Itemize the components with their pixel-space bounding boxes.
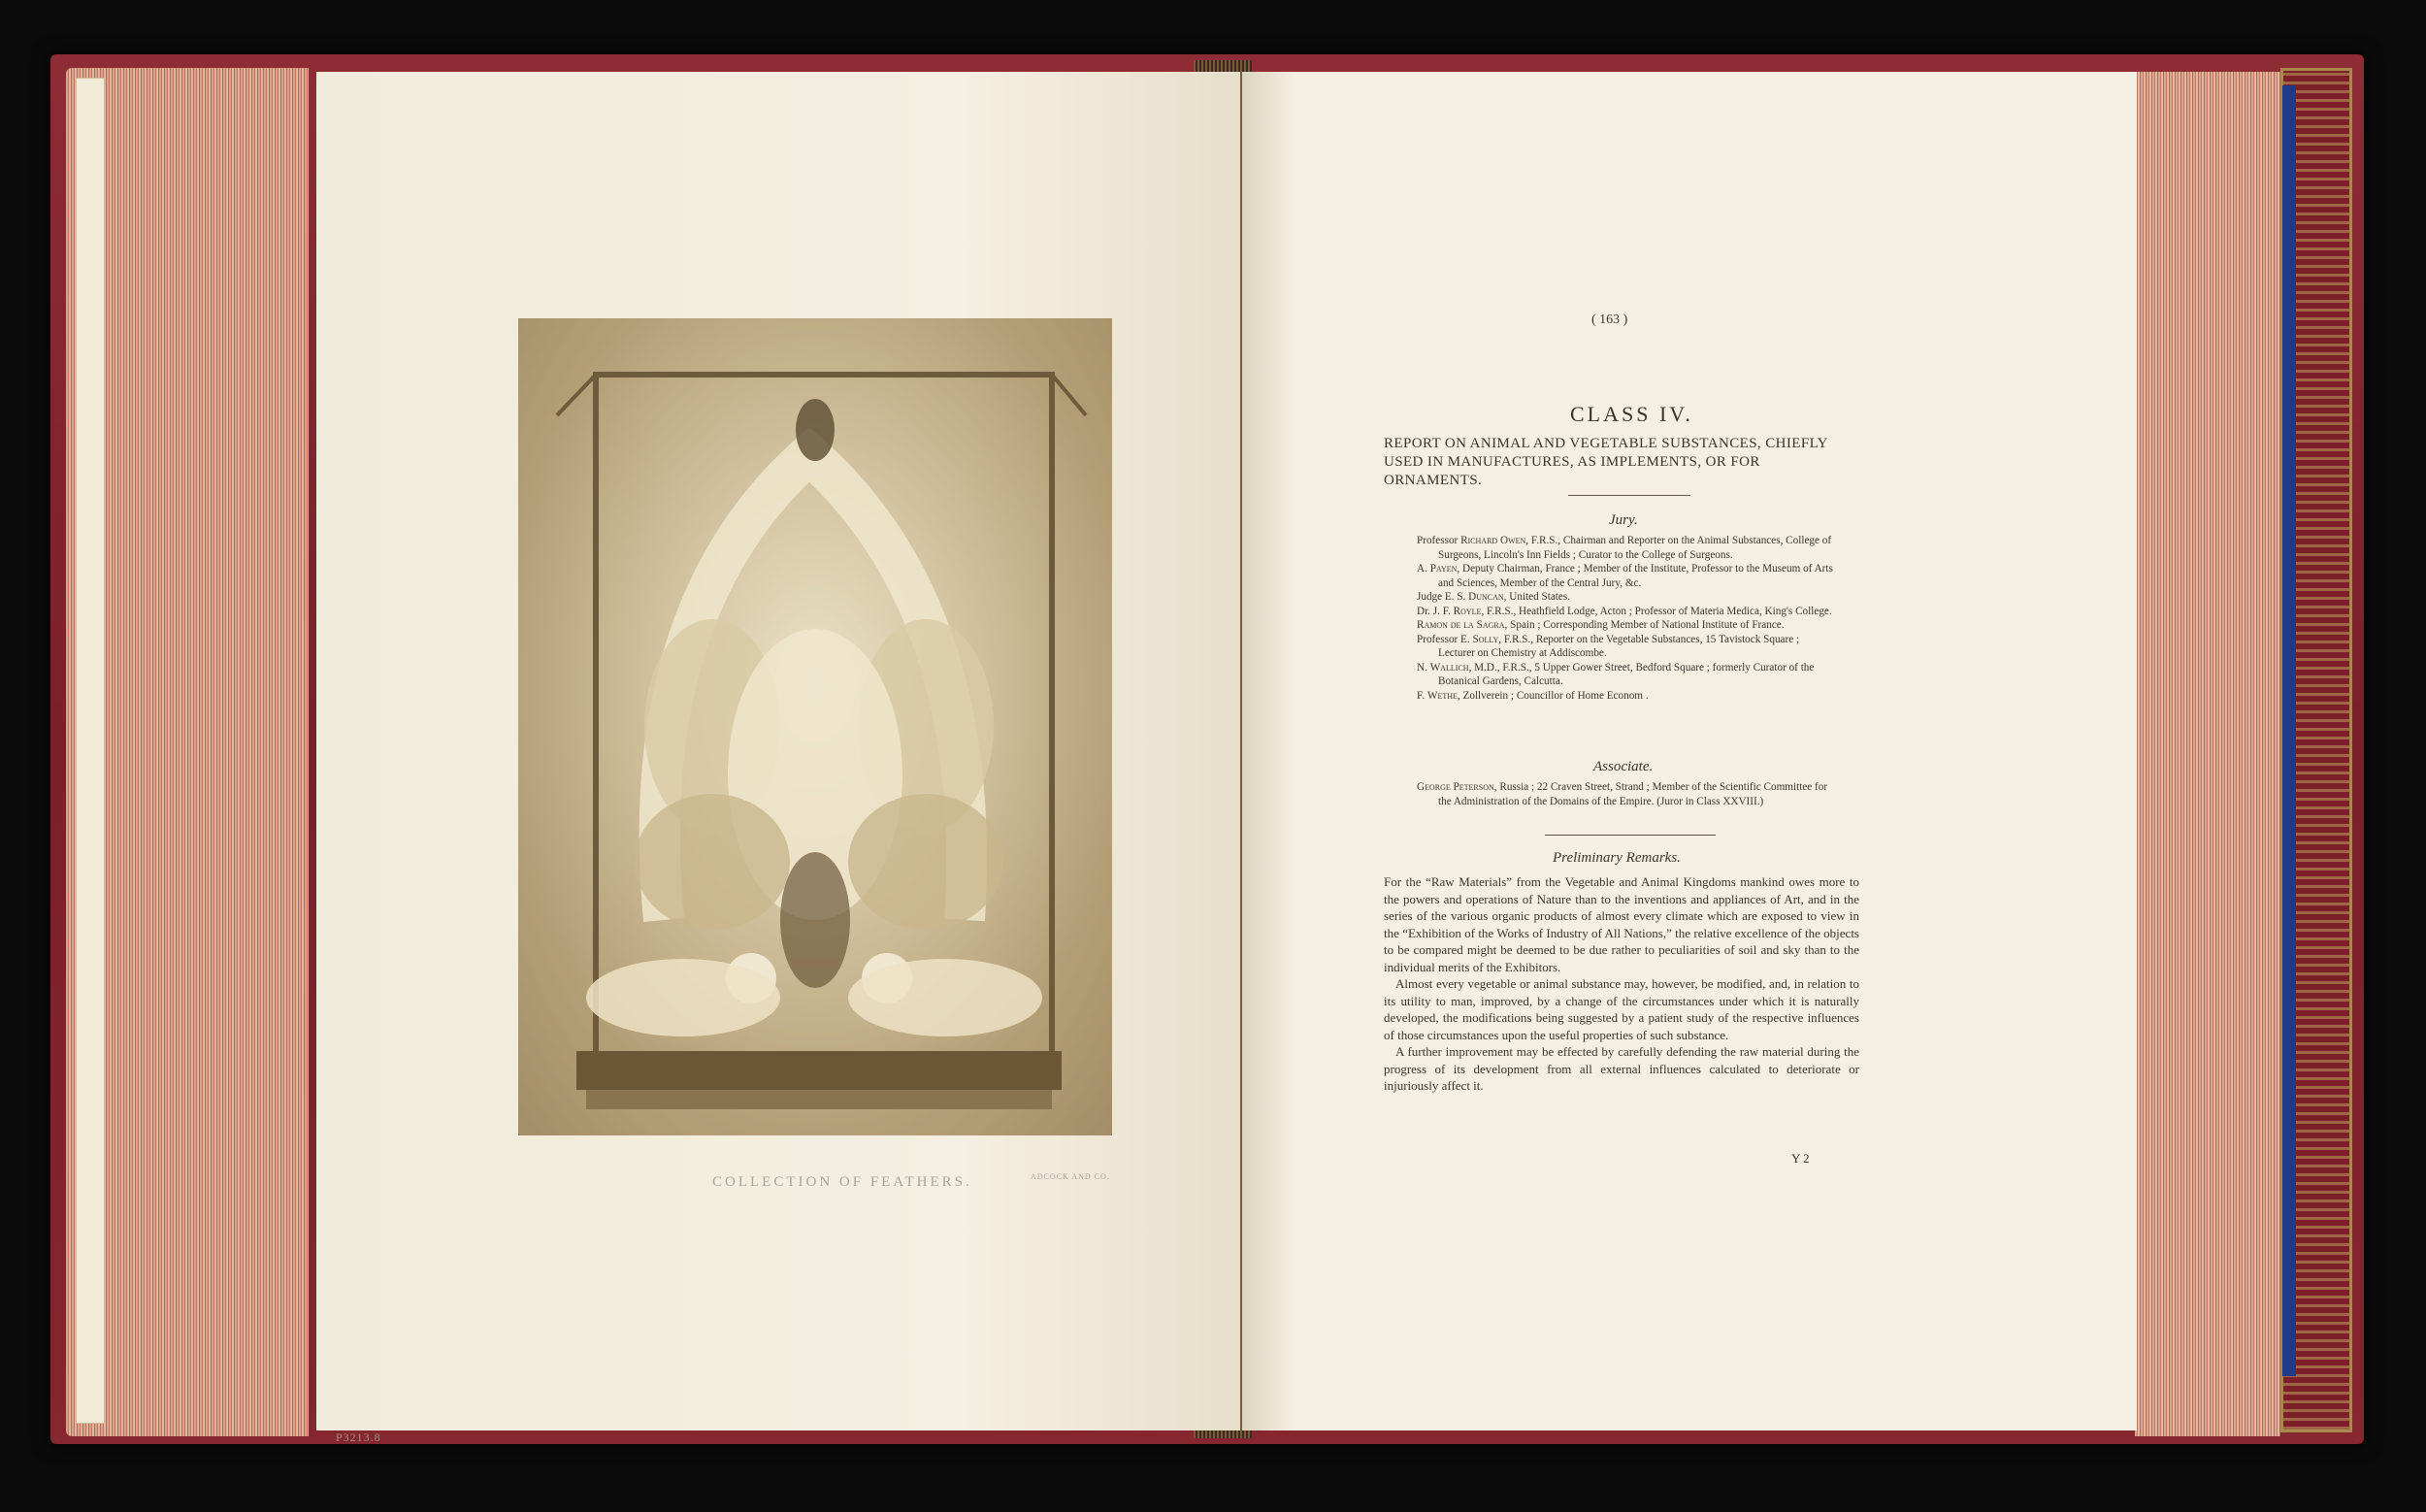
- paragraph: A further improvement may be effected by carefully defending the raw material during the progress of its development from all external influences calculated to deteriorate or injuriously affect it.: [1384, 1044, 1859, 1093]
- jury-entry: A. Payen, Deputy Chairman, France ; Member of the Institute, Professor to the Museum of Arts and Sciences, Member of the Central Jury, &c.: [1417, 563, 1833, 589]
- jury-heading: Jury.: [1609, 512, 1638, 528]
- right-page: [1242, 72, 2137, 1430]
- pencil-mark: P3213.8: [336, 1430, 381, 1444]
- report-title: REPORT ON ANIMAL AND VEGETABLE SUBSTANCES, CHIEFLY USED IN MANUFACTURES, AS IMPLEMENTS, OR FOR ORNAMENTS.: [1384, 436, 1828, 488]
- photo-credit: ADCOCK AND CO.: [1031, 1172, 1110, 1181]
- signature-mark: Y 2: [1791, 1151, 1810, 1166]
- paragraph: Almost every vegetable or animal substance may, however, be modified, and, in relation to its utility to man, improved, by a change of the circumstances under which it is naturally developed, the modifications being suggested by a patient study of the respective influences of those circumstances upon the useful properties of such substance.: [1384, 976, 1859, 1042]
- jury-entry: Professor Richard Owen, F.R.S., Chairman and Reporter on the Animal Substances, College of Surgeons, Lincoln's Inn Fields ; Curator to the College of Surgeons.: [1417, 535, 1832, 561]
- bookmark-ribbon: [2282, 85, 2296, 1376]
- jury-entry: F. Wethe, Zollverein ; Councillor of Home Econom .: [1417, 689, 1649, 702]
- remarks-body: [1384, 873, 1859, 1095]
- photo-caption: COLLECTION OF FEATHERS.: [712, 1174, 972, 1190]
- associate-list: [1417, 780, 1836, 808]
- paragraph: For the “Raw Materials” from the Vegetable and Animal Kingdoms mankind owes more to the powers and operations of Nature than to the inventions and appliances of Art, and in the series of the various organic products of almost every climate which are exposed to view in the “Exhibition of the Works of Industry of All Nations,” the relative excellence of the objects to be compared might be deemed to be due rather to peculiarities of soil and sky than to the individual merits of the Exhibitors.: [1384, 874, 1859, 974]
- jury-entry: Ramon de la Sagra, Spain ; Corresponding Member of National Institute of France.: [1417, 619, 1785, 631]
- page-edges-right: [2135, 72, 2280, 1436]
- divider-rule: [1568, 495, 1690, 496]
- feathers-photograph: [518, 318, 1112, 1135]
- jury-entry: Professor E. Solly, F.R.S., Reporter on the Vegetable Substances, 15 Tavistock Square ; Lecturer on Chemistry at Addiscombe.: [1417, 633, 1800, 659]
- associate-entry: George Peterson, Russia ; 22 Craven Street, Strand ; Member of the Scientific Committee for the Administration of the Domains of the Empire. (Juror in Class XXVIII.): [1417, 781, 1828, 807]
- page-edges-left: [66, 68, 309, 1436]
- divider-rule: [1545, 835, 1716, 836]
- jury-list: [1417, 534, 1836, 703]
- associate-heading: Associate.: [1593, 759, 1654, 774]
- jury-entry: Dr. J. F. Royle, F.R.S., Heathfield Lodge, Acton ; Professor of Materia Medica, King's College.: [1417, 605, 1832, 617]
- remarks-heading: Preliminary Remarks.: [1553, 850, 1681, 866]
- class-title: CLASS IV.: [1570, 402, 1693, 426]
- page-number: ( 163 ): [1591, 312, 1628, 327]
- jury-entry: Judge E. S. Duncan, United States.: [1417, 591, 1571, 603]
- jury-entry: N. Wallich, M.D., F.R.S., 5 Upper Gower Street, Bedford Square ; formerly Curator of the Botanical Gardens, Calcutta.: [1417, 661, 1815, 687]
